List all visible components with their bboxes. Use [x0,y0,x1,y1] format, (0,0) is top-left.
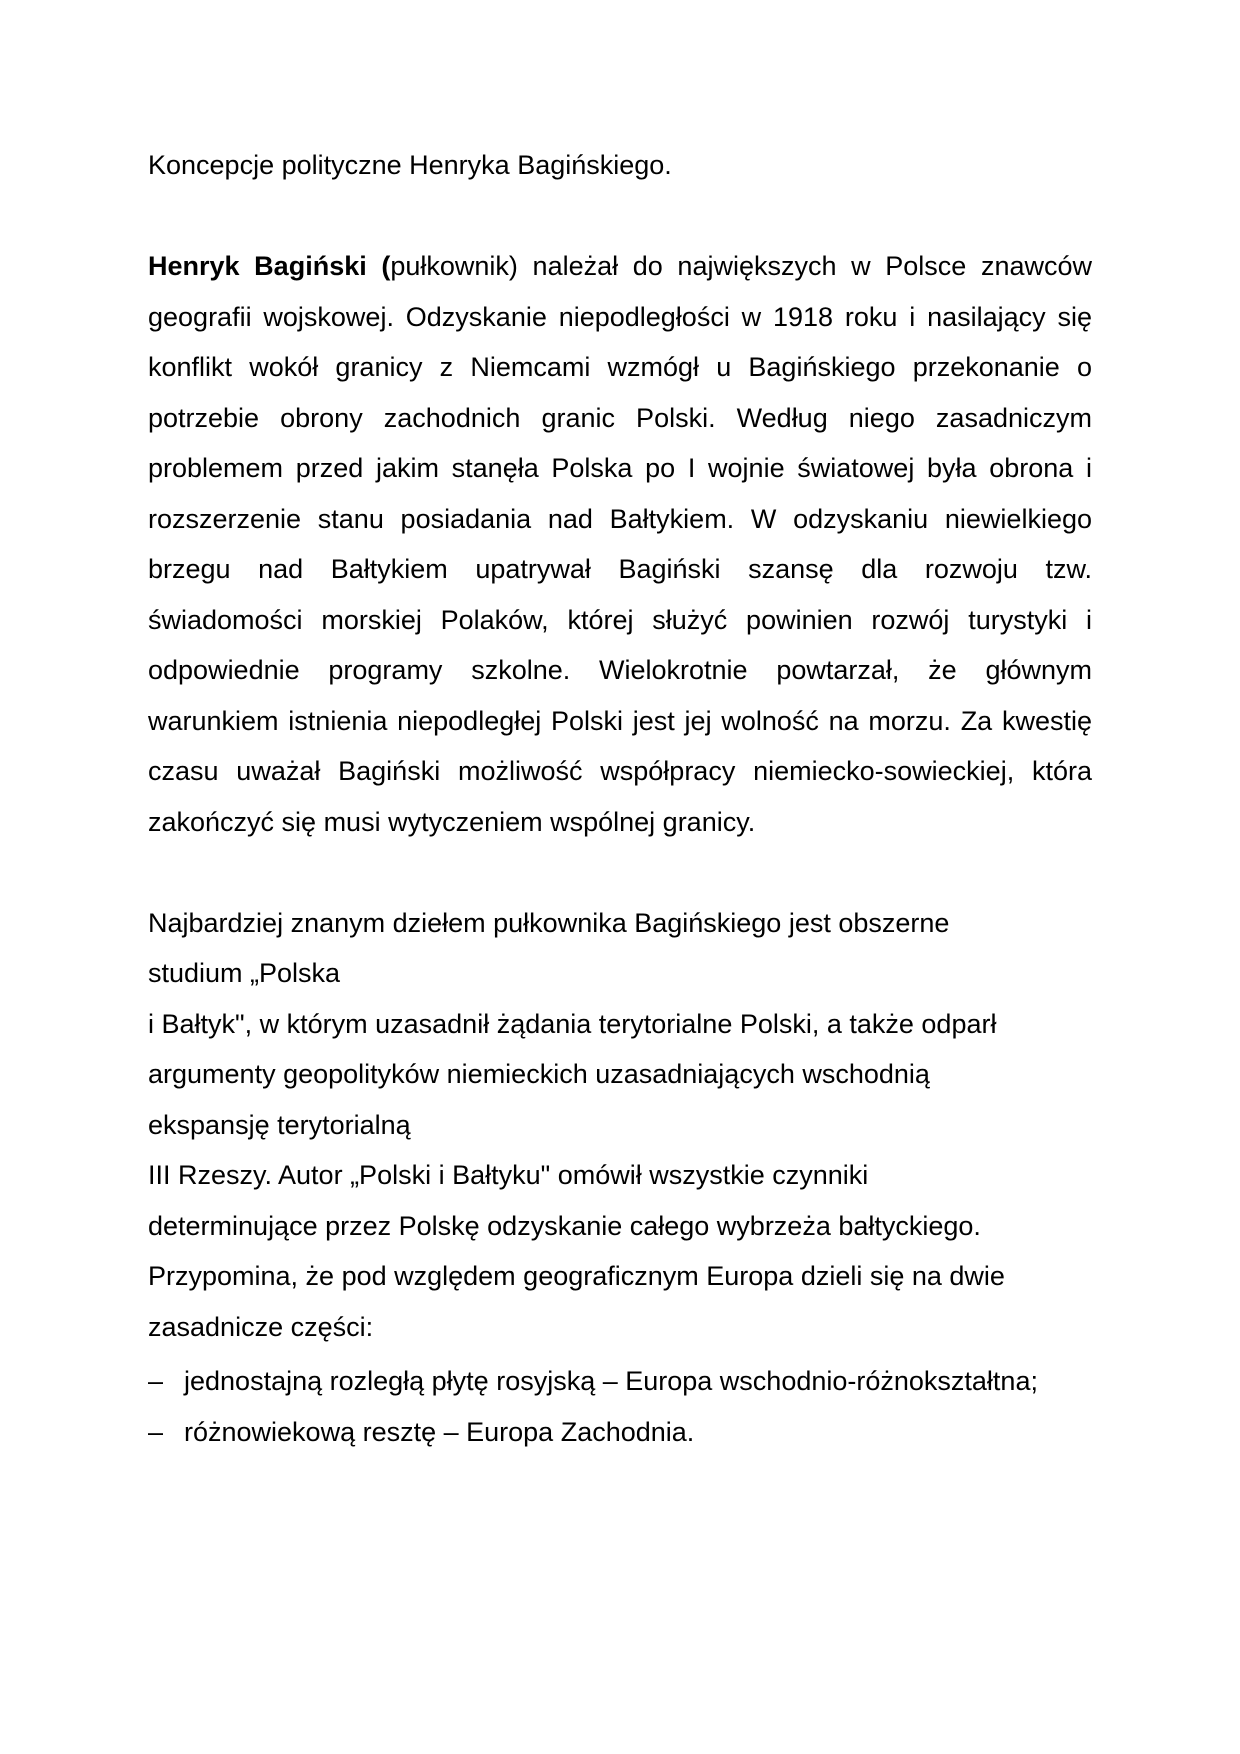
paragraph-2-line: argumenty geopolityków niemieckich uzasadniających wschodnią [148,1059,930,1089]
list-item-text: jednostajną rozległą płytę rosyjską – Europa wschodnio-różnokształtna; [184,1366,1038,1396]
list-dash: – [148,1416,164,1447]
dash-list [148,1356,1092,1457]
document-title: Koncepcje polityczne Henryka Bagińskiego. [148,150,672,180]
paragraph-1-bold-name: Henryk Bagiński ( [148,251,391,281]
list-dash: – [148,1366,164,1396]
paragraph-2-line: Najbardziej znanym dziełem pułkownika Bagińskiego jest obszerne [148,907,950,938]
paragraph-1 [148,241,1092,847]
document-body [148,140,1092,1457]
paragraph-1-text: pułkownik) należał do największych w Polsce znawców geografii wojskowej. Odzyskanie niepodległości w 1918 roku i nasilający się konflikt wokół granicy z Niemcami wzmógł u Bagińskiego przekonanie o potrzebie obrony zachodnich granic Polski. Według niego zasadniczym problemem przed jakim stanęła Polska po I wojnie światowej była obrona i rozszerzenie stanu posiadania nad Bałtykiem. W odzyskaniu niewielkiego brzegu nad Bałtykiem upatrywał Bagiński szansę dla rozwoju tzw. świadomości morskiej Polaków, której służyć powinien rozwój turystyki i odpowiednie programy szkolne. Wielokrotnie powtarzał, że głównym warunkiem istnienia niepodległej Polski jest jej wolność na morzu. Za kwestię czasu uważał Bagiński możliwość współpracy niemiecko-sowieckiej, która zakończyć się musi wytyczeniem wspólnej granicy. [148,251,1092,837]
list-item-text: różnowiekową resztę – Europa Zachodnia. [184,1416,695,1447]
paragraph-2-line: zasadnicze części: [148,1311,374,1342]
paragraph-2-line: III Rzeszy. Autor „Polski i Bałtyku" omówił wszystkie czynniki [148,1160,869,1190]
paragraph-2-line: ekspansję terytorialną [148,1109,411,1140]
blank-line [148,191,1092,242]
paragraph-2-line: Przypomina, że pod względem geograficznym Europa dzieli się na dwie [148,1261,1005,1291]
paragraph-2-line: i Bałtyk", w którym uzasadnił żądania terytorialne Polski, a także odparł [148,1008,997,1039]
paragraph-2-line: determinujące przez Polskę odzyskanie całego wybrzeża bałtyckiego. [148,1210,981,1241]
paragraph-2-line: studium „Polska [148,958,341,988]
list-item [148,1407,1092,1458]
blank-line [148,847,1092,898]
list-item [148,1356,1092,1407]
paragraph-2 [148,898,1092,1353]
